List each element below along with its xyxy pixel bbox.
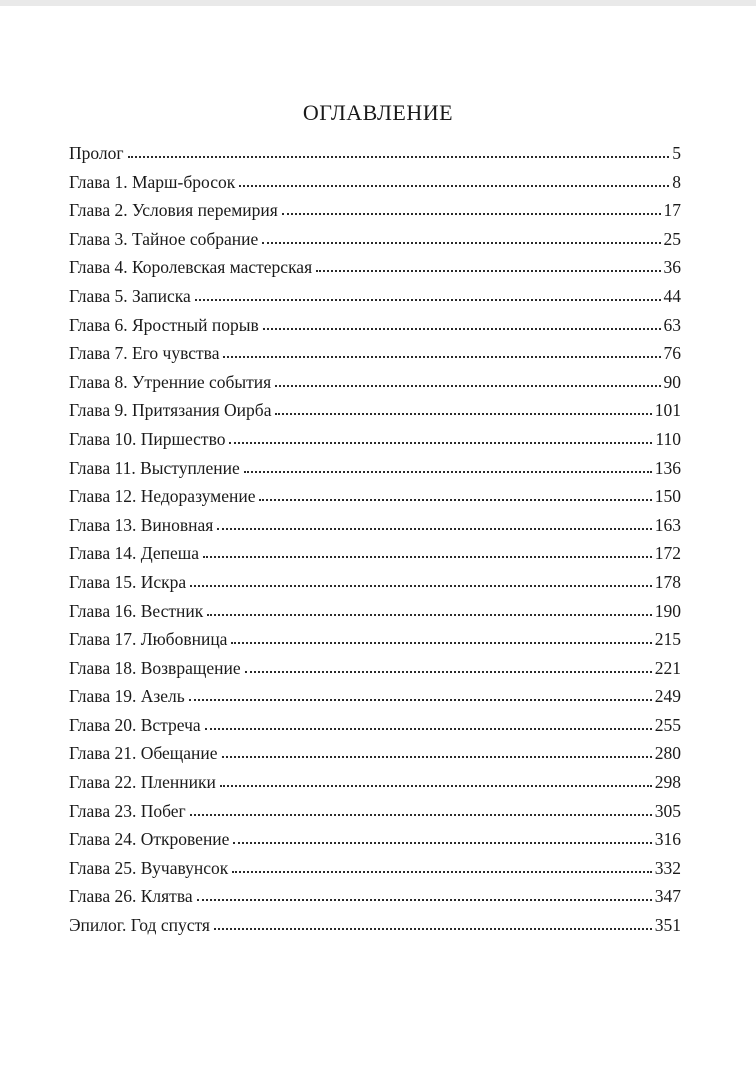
toc-entry-label: Глава 10. Пиршество [69, 428, 226, 449]
toc-entry-label: Глава 17. Любовница [69, 629, 228, 650]
toc-entry-label: Глава 19. Азель [69, 686, 185, 707]
toc-page-number: 25 [663, 228, 681, 249]
toc-dot-leader [239, 185, 669, 187]
toc-page-number: 172 [654, 543, 681, 564]
toc-dot-leader [189, 699, 652, 701]
toc-entry-label: Глава 9. Притязания Оирба [69, 400, 272, 421]
toc-page-number: 221 [654, 657, 681, 678]
toc-dot-leader [231, 642, 651, 644]
page-title: ОГЛАВЛЕНИЕ [302, 100, 454, 125]
toc-entry [69, 425, 681, 454]
toc-dot-leader [205, 728, 652, 730]
toc-entry [69, 311, 681, 340]
toc-entry [69, 368, 681, 397]
toc-page-number: 101 [654, 400, 681, 421]
toc-entry [69, 511, 681, 540]
toc-entry-label: Глава 11. Выступление [69, 457, 240, 478]
toc-entry [69, 654, 681, 683]
toc-dot-leader [197, 899, 652, 901]
toc-entry-label: Глава 21. Обещание [69, 743, 218, 764]
toc-dot-leader [316, 270, 660, 272]
toc-page-number: 90 [663, 371, 681, 392]
toc-page-number: 351 [654, 915, 681, 936]
toc-entry [69, 597, 681, 626]
toc-entry [69, 282, 681, 311]
toc-entry [69, 568, 681, 597]
toc-page-number: 150 [654, 486, 681, 507]
toc-dot-leader [220, 785, 652, 787]
toc-entry-label: Глава 12. Недоразумение [69, 486, 256, 507]
toc-entry-label: Глава 15. Искра [69, 571, 187, 592]
toc-dot-leader [282, 213, 661, 215]
toc-entry-label: Глава 25. Вучавунсок [69, 857, 229, 878]
toc-page-number: 280 [654, 743, 681, 764]
toc-dot-leader [214, 928, 652, 930]
toc-dot-leader [275, 385, 660, 387]
toc-page-number: 163 [654, 514, 681, 535]
toc-dot-leader [190, 585, 652, 587]
toc-dot-leader [275, 413, 651, 415]
toc-dot-leader [232, 871, 651, 873]
toc-dot-leader [207, 614, 652, 616]
toc-dot-leader [217, 528, 651, 530]
toc-entry-label: Глава 7. Его чувства [69, 343, 220, 364]
toc-entry-label: Глава 8. Утренние события [69, 371, 272, 392]
toc-page-number: 316 [654, 829, 681, 850]
toc-entry-label: Глава 13. Виновная [69, 514, 214, 535]
toc-dot-leader [195, 299, 661, 301]
toc-dot-leader [259, 499, 651, 501]
toc-entry [69, 454, 681, 483]
toc-page-number: 305 [654, 800, 681, 821]
toc-entry [69, 911, 681, 940]
toc-entry-label: Глава 4. Королевская мастерская [69, 257, 313, 278]
toc-entry [69, 825, 681, 854]
toc-entry-label: Глава 2. Условия перемирия [69, 200, 278, 221]
toc-page-number: 110 [655, 428, 681, 449]
toc-entry-label: Глава 24. Откровение [69, 829, 230, 850]
toc-entry [69, 139, 681, 168]
toc-entry [69, 625, 681, 654]
toc-entry [69, 168, 681, 197]
toc-entry [69, 539, 681, 568]
toc-dot-leader [229, 442, 652, 444]
toc-dot-leader [263, 328, 661, 330]
toc-page-number: 44 [663, 285, 681, 306]
toc-page-number: 63 [663, 314, 681, 335]
toc-entry [69, 882, 681, 911]
toc-page-number: 36 [663, 257, 681, 278]
toc-dot-leader [190, 814, 652, 816]
toc-page-number: 249 [654, 686, 681, 707]
toc-entry [69, 396, 681, 425]
toc-page-number: 215 [654, 629, 681, 650]
table-of-contents [69, 139, 681, 940]
toc-entry-label: Глава 18. Возвращение [69, 657, 241, 678]
toc-entry-label: Глава 5. Записка [69, 285, 191, 306]
toc-entry-label: Глава 16. Вестник [69, 600, 204, 621]
toc-page-number: 76 [663, 343, 681, 364]
toc-dot-leader [244, 471, 652, 473]
toc-entry-label: Глава 20. Встреча [69, 714, 201, 735]
toc-entry [69, 225, 681, 254]
toc-page-number: 5 [672, 143, 681, 163]
toc-entry [69, 797, 681, 826]
toc-entry-label: Глава 14. Депеша [69, 543, 200, 564]
toc-entry [69, 339, 681, 368]
toc-page-number: 332 [654, 857, 681, 878]
toc-page-number: 190 [654, 600, 681, 621]
toc-dot-leader [128, 156, 670, 158]
toc-page-number: 17 [663, 200, 681, 221]
toc-entry [69, 768, 681, 797]
toc-dot-leader [262, 242, 660, 244]
toc-page-number: 136 [654, 457, 681, 478]
toc-page-number: 347 [654, 886, 681, 907]
toc-entry-label: Пролог [69, 143, 124, 163]
toc-dot-leader [233, 842, 651, 844]
toc-entry [69, 854, 681, 883]
toc-entry [69, 482, 681, 511]
toc-entry [69, 739, 681, 768]
toc-entry-label: Глава 23. Побег [69, 800, 186, 821]
toc-dot-leader [203, 556, 652, 558]
toc-entry-label: Глава 3. Тайное собрание [69, 228, 259, 249]
toc-dot-leader [245, 671, 652, 673]
toc-page-number: 178 [654, 571, 681, 592]
toc-entry-label: Глава 26. Клятва [69, 886, 193, 907]
toc-entry-label: Глава 6. Яростный порыв [69, 314, 259, 335]
toc-dot-leader [223, 356, 660, 358]
toc-entry-label: Эпилог. Год спустя [69, 915, 210, 936]
toc-entry [69, 682, 681, 711]
toc-entry [69, 711, 681, 740]
toc-page-number: 8 [672, 171, 681, 192]
toc-entry-label: Глава 22. Пленники [69, 772, 216, 793]
toc-entry-label: Глава 1. Марш-бросок [69, 171, 236, 192]
toc-dot-leader [222, 756, 652, 758]
toc-page-number: 298 [654, 772, 681, 793]
toc-entry [69, 196, 681, 225]
toc-page-number: 255 [654, 714, 681, 735]
toc-entry [69, 253, 681, 282]
